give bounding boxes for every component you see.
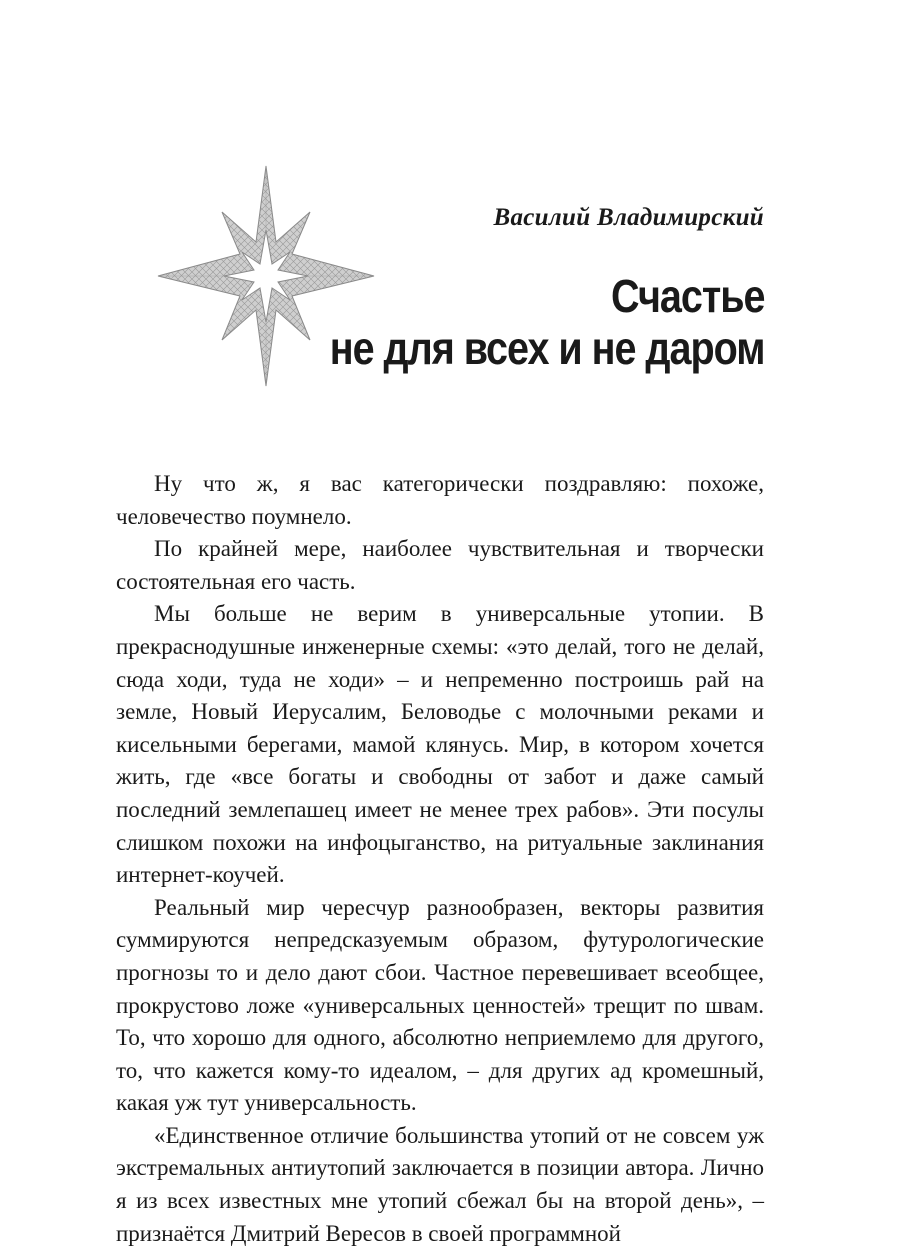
paragraph: «Единственное отличие большинства утопий от не совсем уж экстремальных антиутопий заключается в позиции автора. Лично я из всех известных мне утопий сбежал бы на второй день», – признаётся Дмитрий Вересов в своей программной <box>116 1122 764 1246</box>
author-name: Василий Владимирский <box>493 204 764 231</box>
body-text <box>116 468 764 1250</box>
chapter-title-line: Счастье <box>610 270 764 322</box>
chapter-title-line: не для всех и не даром <box>329 322 764 374</box>
paragraph: Ну что ж, я вас категорически поздравляю: похоже, человечество поумнело. <box>116 471 764 529</box>
chapter-title <box>329 270 764 374</box>
paragraph: По крайней мере, наиболее чувствительная и творчески состоятельная его часть. <box>116 536 764 594</box>
paragraph: Реальный мир чересчур разнообразен, векторы развития суммируются непредсказуемым образом, футурологические прогнозы то и дело дают сбои. Частное перевешивает всеобщее, прокрустово ложе «универсальных ценностей» трещит по швам. То, что хорошо для одного, абсолютно неприемлемо для другого, то, что кажется кому-то идеалом, – для других ад кромешный, какая уж тут универсальность. <box>116 894 764 1116</box>
paragraph: Мы больше не верим в универсальные утопии. В прекраснодушные инженерные схемы: «это делай, того не делай, сюда ходи, туда не ходи» – и непременно построишь рай на земле, Новый Иерусалим, Беловодье с молочными реками и кисельными берегами, мамой клянусь. Мир, в котором хочется жить, где «все богаты и свободны от забот и даже самый последний землепашец имеет не менее трех рабов». Эти посулы слишком похожи на инфоцыганство, на ритуальные заклинания интернет-коучей. <box>116 601 764 888</box>
